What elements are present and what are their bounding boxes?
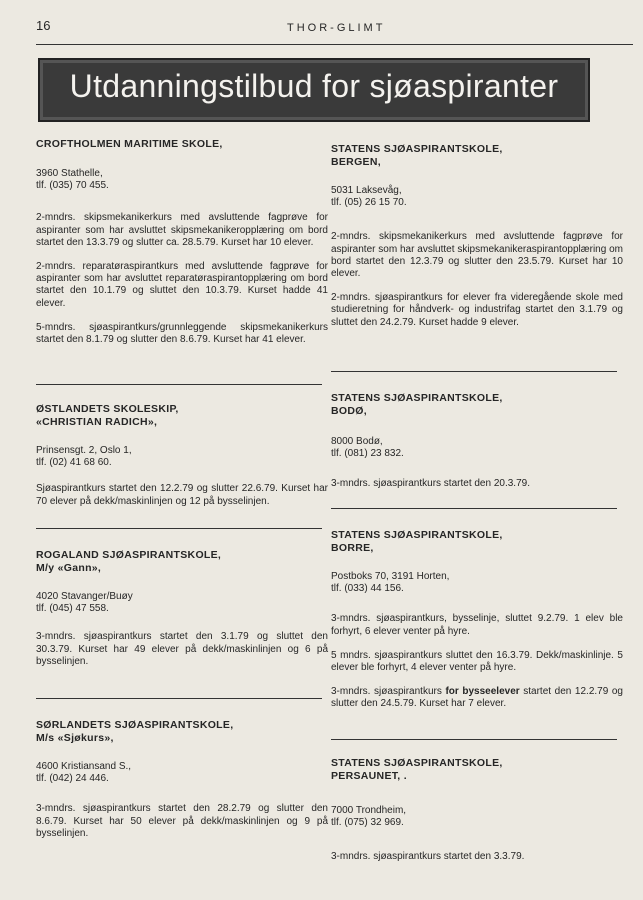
course-text: 5-mndrs. sjøaspirantkurs/grunnleggende skipsmekanikerkurs startet den 8.1.79 og slutter den 8.6.79. Kurset har 41 elever. — [36, 321, 328, 346]
page-number: 16 — [36, 18, 51, 33]
address-line: 5031 Laksevåg, — [331, 185, 402, 196]
course-text: 2-mndrs. skipsmekanikerkurs med avsluttende fagprøve for aspiranter som har avsluttet skipsmekanikeropplæring om bord startet den 13.3.79 og slutter ca. 28.5.79. Kurset har 10 elever. — [36, 212, 328, 248]
course-text: 5 mndrs. sjøaspirantkurs sluttet den 16.3.79. Dekk/maskinlinje. 5 elever ble forhyrt, 4 elever venter på hyre. — [331, 649, 623, 674]
section-divider — [36, 384, 322, 385]
address-line: 3960 Stathelle, — [36, 168, 103, 179]
school-address — [331, 805, 623, 829]
school-ostlandets — [36, 403, 328, 508]
section-divider — [36, 528, 322, 529]
school-borre — [331, 529, 623, 711]
section-divider — [331, 371, 617, 372]
phone-line: tlf. (05) 26 15 70. — [331, 197, 407, 209]
school-address — [36, 591, 328, 615]
school-name: SØRLANDETS SJØASPIRANTSKOLE, — [36, 719, 234, 731]
address-line: Postboks 70, 3191 Horten, — [331, 571, 450, 582]
phone-line: tlf. (033) 44 156. — [331, 583, 404, 595]
school-address — [36, 445, 328, 469]
school-location: BORRE, — [331, 542, 374, 554]
address-line: 8000 Bodø, — [331, 436, 383, 447]
page-title: Utdanningstilbud for sjøaspiranter — [69, 68, 559, 104]
ship-name: M/s «Sjøkurs», — [36, 732, 114, 744]
phone-line: tlf. (02) 41 68 60. — [36, 457, 112, 469]
school-bergen — [331, 143, 623, 329]
school-address — [331, 571, 623, 595]
address-line: Prinsensgt. 2, Oslo 1, — [36, 445, 132, 456]
ship-name: M/y «Gann», — [36, 562, 102, 574]
address-line: 4020 Stavanger/Buøy — [36, 591, 133, 602]
header-rule — [36, 44, 633, 45]
title-banner — [38, 58, 590, 122]
school-location: PERSAUNET, . — [331, 770, 407, 782]
school-rogaland — [36, 549, 328, 668]
course-text: 3-mndrs. sjøaspirantkurs startet den 20.3.79. — [331, 478, 530, 490]
course-text: 2-mndrs. skipsmekanikerkurs med avsluttende fagprøve for aspiranter som har avsluttet skipsmekanikeraspirantopplæring om bord startet den 12.3.79 og slutter den 23.5.79. Kurset har 10 elever. — [331, 231, 623, 280]
school-location: BODØ, — [331, 405, 367, 417]
school-location: BERGEN, — [331, 156, 381, 168]
section-divider — [36, 698, 322, 699]
school-persaunet — [331, 757, 623, 864]
course-text: 2-mndrs. sjøaspirantkurs for elever fra videregående skole med studieretning for håndverk- og industrifag startet den 3.1.79 og sluttet den 24.2.79. Kurset hadde 9 elever. — [331, 292, 623, 328]
school-name: ROGALAND SJØASPIRANTSKOLE, — [36, 549, 222, 561]
section-divider — [331, 508, 617, 509]
address-line: 7000 Trondheim, — [331, 805, 407, 816]
course-emphasis: for bysseelever — [445, 686, 520, 698]
school-address — [331, 436, 623, 460]
course-text: 3-mndrs. sjøaspirantkurs, bysselinje, sluttet 9.2.79. 1 elev ble forhyrt, 6 elever venter på hyre. — [331, 613, 623, 637]
school-name: CROFTHOLMEN MARITIME SKOLE, — [36, 138, 223, 150]
section-divider — [331, 739, 617, 740]
school-sorlandets — [36, 719, 328, 840]
phone-line: tlf. (042) 24 446. — [36, 773, 109, 785]
school-address — [36, 168, 328, 192]
course-text: Sjøaspirantkurs startet den 12.2.79 og slutter 22.6.79. Kurset har 70 elever på dekk/maskinlinjen og 12 på bysselinjen. — [36, 483, 328, 507]
course-text: 3-mndrs. sjøaspirantkurs startet den 3.1.79 og sluttet den 30.3.79. Kurset har 49 elever på dekk/maskinlinjen og 6 på bysselinjen. — [36, 631, 328, 667]
school-name: ØSTLANDETS SKOLESKIP, — [36, 403, 179, 415]
running-title: THOR-GLIMT — [287, 22, 386, 34]
address-line: 4600 Kristiansand S., — [36, 761, 132, 772]
course-text-bysse — [331, 686, 623, 710]
school-name: STATENS SJØASPIRANTSKOLE, — [331, 392, 503, 404]
school-bodo — [331, 392, 623, 491]
school-address — [36, 761, 328, 785]
course-text-part: startet den 12.2.79 og slutter den 24.5.79. Kurset har 7 elever. — [331, 686, 623, 710]
phone-line: tlf. (045) 47 558. — [36, 603, 109, 615]
course-text-part: 3-mndrs. sjøaspirantkurs — [331, 686, 446, 698]
phone-line: tlf. (081) 23 832. — [331, 448, 404, 460]
phone-line: tlf. (075) 32 969. — [331, 817, 404, 829]
phone-line: tlf. (035) 70 455. — [36, 180, 109, 192]
school-name: STATENS SJØASPIRANTSKOLE, — [331, 757, 503, 769]
course-text: 2-mndrs. reparatøraspirantkurs med avsluttende fagprøve for aspiranter som har avsluttet reparatøraspirantopplæring om bord startet den 10.1.79 og sluttet den 10.3.79. Kurset hadde 41 elever. — [36, 261, 328, 309]
school-name: STATENS SJØASPIRANTSKOLE, — [331, 143, 503, 155]
ship-name: «CHRISTIAN RADICH», — [36, 416, 158, 428]
school-name: STATENS SJØASPIRANTSKOLE, — [331, 529, 503, 541]
course-text: 3-mndrs. sjøaspirantkurs startet den 3.3.79. — [331, 851, 525, 863]
course-text: 3-mndrs. sjøaspirantkurs startet den 28.2.79 og slutter den 8.6.79. Kurset har 50 elever på dekk/maskinlinjen og 9 på bysselinjen. — [36, 803, 328, 839]
school-croftholmen — [36, 138, 328, 346]
school-address — [331, 185, 623, 209]
